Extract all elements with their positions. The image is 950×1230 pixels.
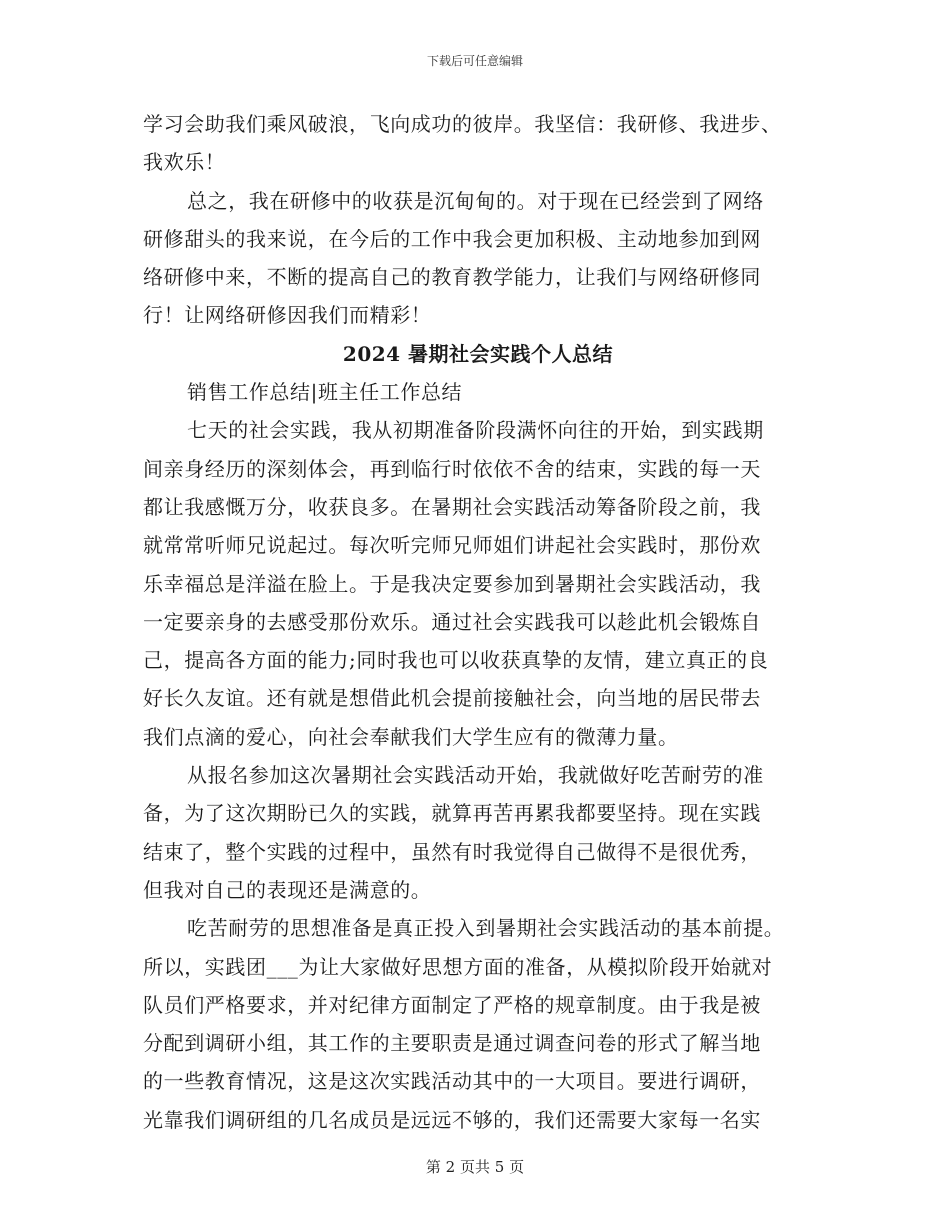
text-line: 我欢乐！ — [143, 150, 226, 175]
text-line: 七天的社会实践，我从初期准备阶段满怀向往的开始，到实践期 — [187, 418, 764, 443]
text-line: 间亲身经历的深刻体会，再到临行时依依不舍的结束，实践的每一天 — [143, 456, 761, 481]
text-line: 一定要亲身的去感受那份欢乐。通过社会实践我可以趁此机会锻炼自 — [143, 609, 761, 634]
text-line: 的一些教育情况，这是这次实践活动其中的一大项目。要进行调研， — [143, 1069, 761, 1094]
text-line: 分配到调研小组，其工作的主要职责是通过调查问卷的形式了解当地 — [143, 1031, 761, 1056]
text-line: 备，为了这次期盼已久的实践，就算再苦再累我都要坚持。现在实践 — [143, 801, 761, 826]
text-line: 络研修中来，不断的提高自己的教育教学能力，让我们与网络研修同 — [143, 265, 761, 290]
text-line: 结束了，整个实践的过程中，虽然有时我觉得自己做得不是很优秀， — [143, 839, 761, 864]
section-title: 2024 暑期社会实践个人总结 — [342, 341, 614, 366]
text-line: 乐幸福总是洋溢在脸上。于是我决定要参加到暑期社会实践活动，我 — [143, 571, 761, 596]
text-line: 就常常听师兄说起过。每次听完师兄师姐们讲起社会实践时，那份欢 — [143, 533, 761, 558]
text-line: 都让我感慨万分，收获良多。在暑期社会实践活动筹备阶段之前，我 — [143, 494, 761, 519]
text-line: 学习会助我们乘风破浪，飞向成功的彼岸。我坚信：我研修、我进步、 — [143, 112, 782, 136]
text-line: 我们点滴的爱心，向社会奉献我们大学生应有的微薄力量。 — [143, 724, 679, 749]
text-line: 己，提高各方面的能力;同时我也可以收获真挚的友情，建立真正的良 — [143, 648, 769, 673]
text-line: 总之，我在研修中的收获是沉甸甸的。对于现在已经尝到了网络 — [187, 188, 764, 213]
document-body — [143, 105, 813, 1139]
text-line: 销售工作总结|班主任工作总结 — [187, 380, 463, 405]
text-line: 行！让网络研修因我们而精彩！ — [143, 303, 432, 328]
text-line: 吃苦耐劳的思想准备是真正投入到暑期社会实践活动的基本前提。 — [187, 916, 785, 941]
page-footer: 第 2 页共 5 页 — [425, 1158, 525, 1176]
text-line: 好长久友谊。还有就是想借此机会提前接触社会，向当地的居民带去 — [143, 686, 761, 711]
text-line: 队员们严格要求，并对纪律方面制定了严格的规章制度。由于我是被 — [143, 992, 761, 1017]
text-line: 所以，实践团___为让大家做好思想方面的准备，从模拟阶段开始就对 — [143, 954, 773, 979]
text-line: 但我对自己的表现还是满意的。 — [143, 877, 432, 902]
text-line: 从报名参加这次暑期社会实践活动开始，我就做好吃苦耐劳的准 — [187, 763, 764, 788]
text-line: 研修甜头的我来说，在今后的工作中我会更加积极、主动地参加到网 — [143, 226, 761, 251]
page-header: 下载后可任意编辑 — [426, 54, 523, 68]
text-line: 光靠我们调研组的几名成员是远远不够的，我们还需要大家每一名实 — [143, 1107, 761, 1132]
